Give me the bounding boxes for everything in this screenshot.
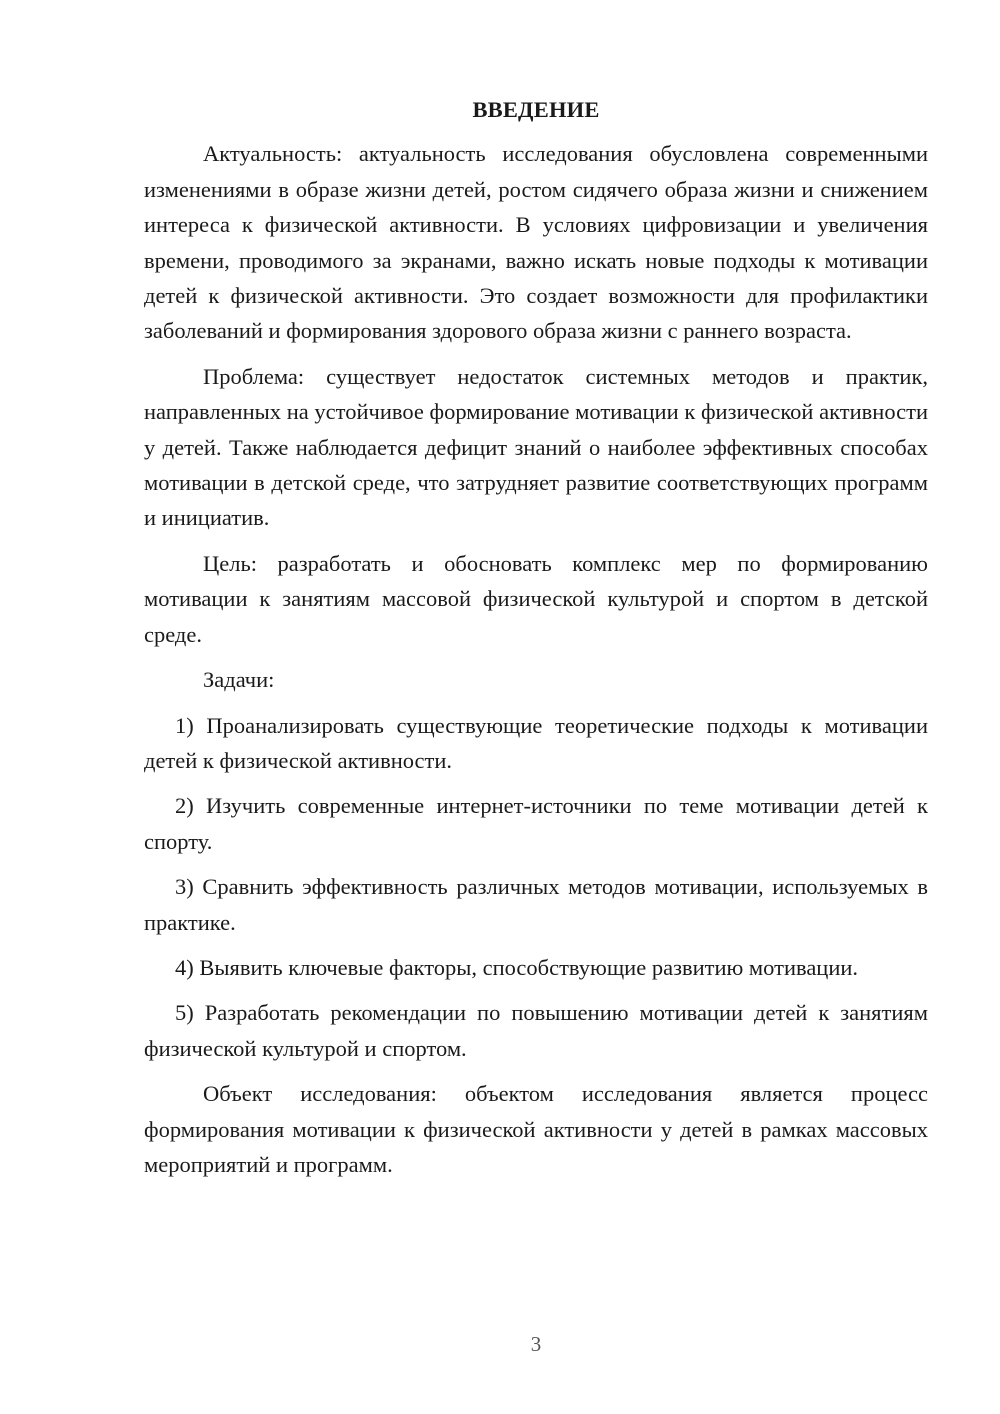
document-page [144, 92, 928, 1192]
object-paragraph: Объект исследования: объектом исследования является процесс формирования мотивации к физической активности у детей в рамках массовых мероприятий и программ. [144, 1081, 928, 1177]
task-item: 3) Сравнить эффективность различных методов мотивации, используемых в практике. [144, 874, 928, 935]
goal-paragraph: Цель: разработать и обосновать комплекс мер по формированию мотивации к занятиям массовой физической культурой и спортом в детской среде. [144, 550, 928, 647]
page-number: 3 [530, 1332, 542, 1356]
relevance-paragraph: Актуальность: актуальность исследования обусловлена современными изменениями в образе жизни детей, ростом сидячего образа жизни и снижением интереса к физической активности. В условиях цифровизации и увеличения времени, проводимого за экранами, важно искать новые подходы к мотивации детей к физической активности. Это создает возможности для профилактики заболеваний и формирования здорового образа жизни с раннего возраста. [144, 141, 928, 344]
section-title: ВВЕДЕНИЕ [472, 97, 600, 122]
task-item: 2) Изучить современные интернет-источники по теме мотивации детей к спорту. [144, 793, 928, 854]
task-item: 4) Выявить ключевые факторы, способствующие развитию мотивации. [175, 954, 859, 980]
task-item: 1) Проанализировать существующие теоретические подходы к мотивации детей к физической активности. [144, 712, 928, 773]
task-item: 5) Разработать рекомендации по повышению мотивации детей к занятиям физической культурой и спортом. [144, 1000, 928, 1061]
tasks-label: Задачи: [203, 667, 275, 693]
problem-paragraph: Проблема: существует недостаток системных методов и практик, направленных на устойчивое формирование мотивации к физической активности у детей. Также наблюдается дефицит знаний о наиболее эффективных способах мотивации в детской среде, что затрудняет развитие соответствующих программ и инициатив. [144, 363, 928, 531]
